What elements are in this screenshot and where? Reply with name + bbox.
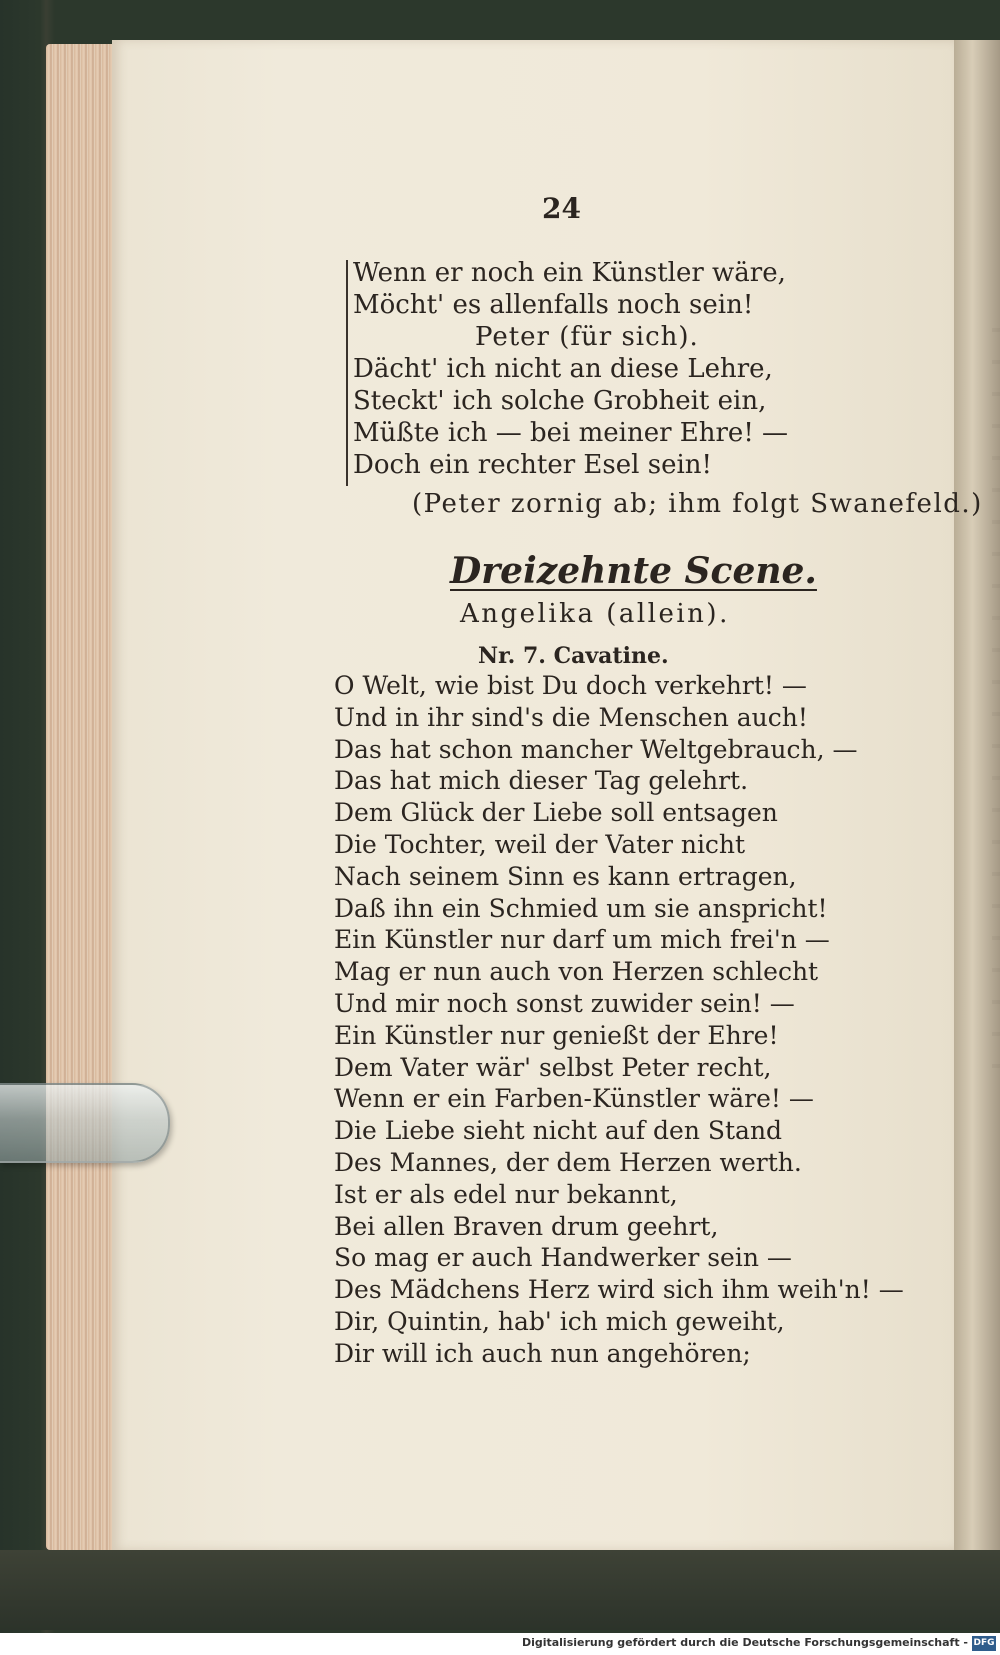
verse-line: Steckt' ich solche Grobheit ein,: [353, 386, 767, 416]
dfg-logo: DFG: [972, 1636, 996, 1651]
speaker-heading: Peter (für sich).: [475, 322, 699, 352]
verse-line: Doch ein rechter Esel sein!: [353, 450, 712, 480]
aria-line: Ein Künstler nur genießt der Ehre!: [334, 1020, 779, 1050]
aria-line: Wenn er ein Farben-Künstler wäre! —: [334, 1084, 814, 1114]
aria-line: Mag er nun auch von Herzen schlecht: [334, 957, 819, 987]
verse-line: Möcht' es allenfalls noch sein!: [353, 290, 754, 320]
aria-line: O Welt, wie bist Du doch verkehrt! —: [334, 671, 807, 700]
aria-line: Dem Glück der Liebe soll entsagen: [334, 798, 778, 828]
aria-line: Und mir noch sonst zuwider sein! —: [334, 988, 795, 1018]
bleed-through-text: [992, 310, 1000, 1090]
page-number: 24: [542, 192, 581, 225]
aria-line: Nach seinem Sinn es kann ertragen,: [334, 861, 797, 891]
aria-line: Bei allen Braven drum geehrt,: [334, 1211, 719, 1241]
stage-direction: (Peter zornig ab; ihm folgt Swanefeld.): [412, 489, 983, 519]
aria-line: Dir, Quintin, hab' ich mich geweiht,: [334, 1306, 785, 1336]
verse-block: [353, 257, 788, 481]
bottom-scan-border: [0, 1550, 1000, 1630]
footer-bar: [0, 1633, 1000, 1655]
bookmark-clip: [0, 1083, 170, 1163]
aria-line: Die Tochter, weil der Vater nicht: [334, 829, 746, 859]
number-heading: Nr. 7. Cavatine.: [478, 643, 669, 669]
aria-line: Des Mädchens Herz wird sich ihm weih'n! —: [334, 1275, 904, 1305]
footer-credit: Digitalisierung gefördert durch die Deutsche Forschungsgemeinschaft -: [521, 1636, 968, 1649]
scene-title: Dreizehnte Scene.: [450, 550, 817, 592]
verse-line: Dächt' ich nicht an diese Lehre,: [353, 354, 773, 384]
aria-line: Das hat schon mancher Weltgebrauch, —: [334, 734, 858, 764]
aria-text: [334, 670, 904, 1370]
page-edge-stack: [46, 44, 118, 1550]
aria-line: Ist er als edel nur bekannt,: [334, 1179, 678, 1209]
verse-line: Müßte ich — bei meiner Ehre! —: [353, 418, 789, 448]
verse-line: Wenn er noch ein Künstler wäre,: [353, 258, 786, 288]
aria-line: Die Liebe sieht nicht auf den Stand: [334, 1116, 783, 1146]
aria-line: Ein Künstler nur darf um mich frei'n —: [334, 925, 830, 955]
aria-line: Daß ihn ein Schmied um sie anspricht!: [334, 893, 828, 923]
aria-line: So mag er auch Handwerker sein —: [334, 1243, 792, 1273]
aria-line: Und in ihr sind's die Menschen auch!: [334, 702, 808, 732]
aria-line: Dem Vater wär' selbst Peter recht,: [334, 1052, 772, 1082]
aria-line: Dir will ich auch nun angehören;: [334, 1338, 751, 1368]
aria-line: Das hat mich dieser Tag gelehrt.: [334, 766, 749, 796]
scene-character: Angelika (allein).: [460, 599, 730, 629]
aria-line: Des Mannes, der dem Herzen werth.: [334, 1147, 802, 1177]
